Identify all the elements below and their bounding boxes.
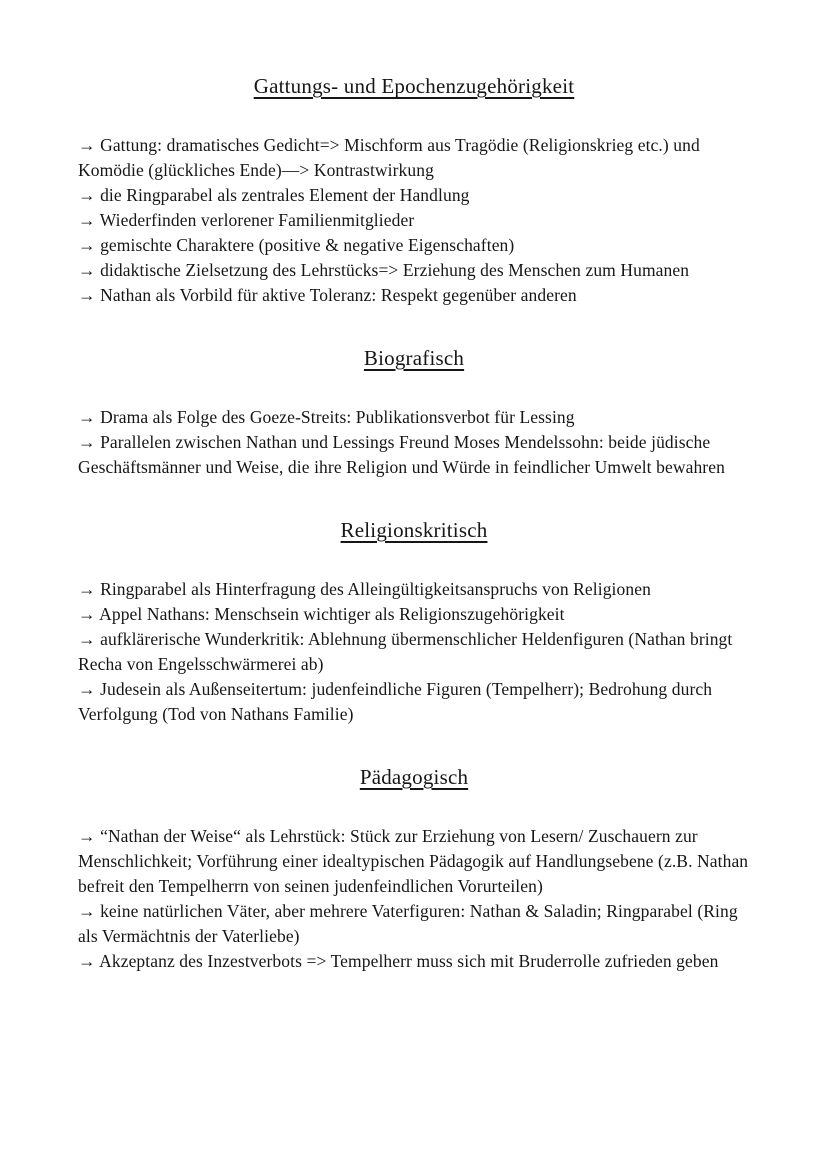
bullet-item: → aufklärerische Wunderkritik: Ablehnung übermenschlicher Heldenfiguren (Nathan bringt Recha von Engelsschwärmerei ab) (78, 629, 733, 674)
bullet-item: → Wiederfinden verlorener Familienmitglieder (78, 210, 415, 230)
bullet-item: → die Ringparabel als zentrales Element der Handlung (78, 185, 470, 205)
section-gattung-und-epoche (78, 74, 750, 308)
bullet-item: → keine natürlichen Väter, aber mehrere Vaterfiguren: Nathan & Saladin; Ringparabel (Ring als Vermächtnis der Vaterliebe) (78, 901, 738, 946)
bullet-item: → Judesein als Außenseitertum: judenfeindliche Figuren (Tempelherr); Bedrohung durch Verfolgung (Tod von Nathans Familie) (78, 679, 713, 724)
bullet-list (78, 577, 750, 727)
section-biografisch (78, 346, 750, 480)
bullet-list (78, 405, 750, 480)
bullet-item: → Appel Nathans: Menschsein wichtiger als Religionszugehörigkeit (78, 604, 565, 624)
bullet-list (78, 133, 750, 308)
bullet-item: → Parallelen zwischen Nathan und Lessings Freund Moses Mendelssohn: beide jüdische Geschäftsmänner und Weise, die ihre Religion und Würde in feindlicher Umwelt bewahren (78, 432, 725, 477)
section-religionskritisch (78, 518, 750, 727)
heading-gattung-und-epoche: Gattungs- und Epochenzugehörigkeit (253, 74, 575, 98)
heading-religionskritisch: Religionskritisch (340, 518, 488, 542)
bullet-item: → Akzeptanz des Inzestverbots => Tempelherr muss sich mit Bruderrolle zufrieden geben (78, 951, 719, 971)
bullet-item: → Gattung: dramatisches Gedicht=> Mischform aus Tragödie (Religionskrieg etc.) und Komödie (glückliches Ende)—> Kontrastwirkung (78, 135, 700, 180)
bullet-item: → “Nathan der Weise“ als Lehrstück: Stück zur Erziehung von Lesern/ Zuschauern zur Menschlichkeit; Vorführung einer idealtypischen Pädagogik auf Handlungsebene (z.B. Nathan befreit den Tempelherrn von seinen judenfeindlichen Vorurteilen) (78, 826, 749, 896)
heading-paedagogisch: Pädagogisch (359, 765, 469, 789)
bullet-list (78, 824, 750, 974)
bullet-item: → gemischte Charaktere (positive & negative Eigenschaften) (78, 235, 515, 255)
section-paedagogisch (78, 765, 750, 974)
heading-biografisch: Biografisch (363, 346, 465, 370)
bullet-item: → didaktische Zielsetzung des Lehrstücks=> Erziehung des Menschen zum Humanen (78, 260, 690, 280)
bullet-item: → Nathan als Vorbild für aktive Toleranz: Respekt gegenüber anderen (78, 285, 577, 305)
bullet-item: → Drama als Folge des Goeze-Streits: Publikationsverbot für Lessing (78, 407, 575, 427)
bullet-item: → Ringparabel als Hinterfragung des Alleingültigkeitsanspruchs von Religionen (78, 579, 651, 599)
